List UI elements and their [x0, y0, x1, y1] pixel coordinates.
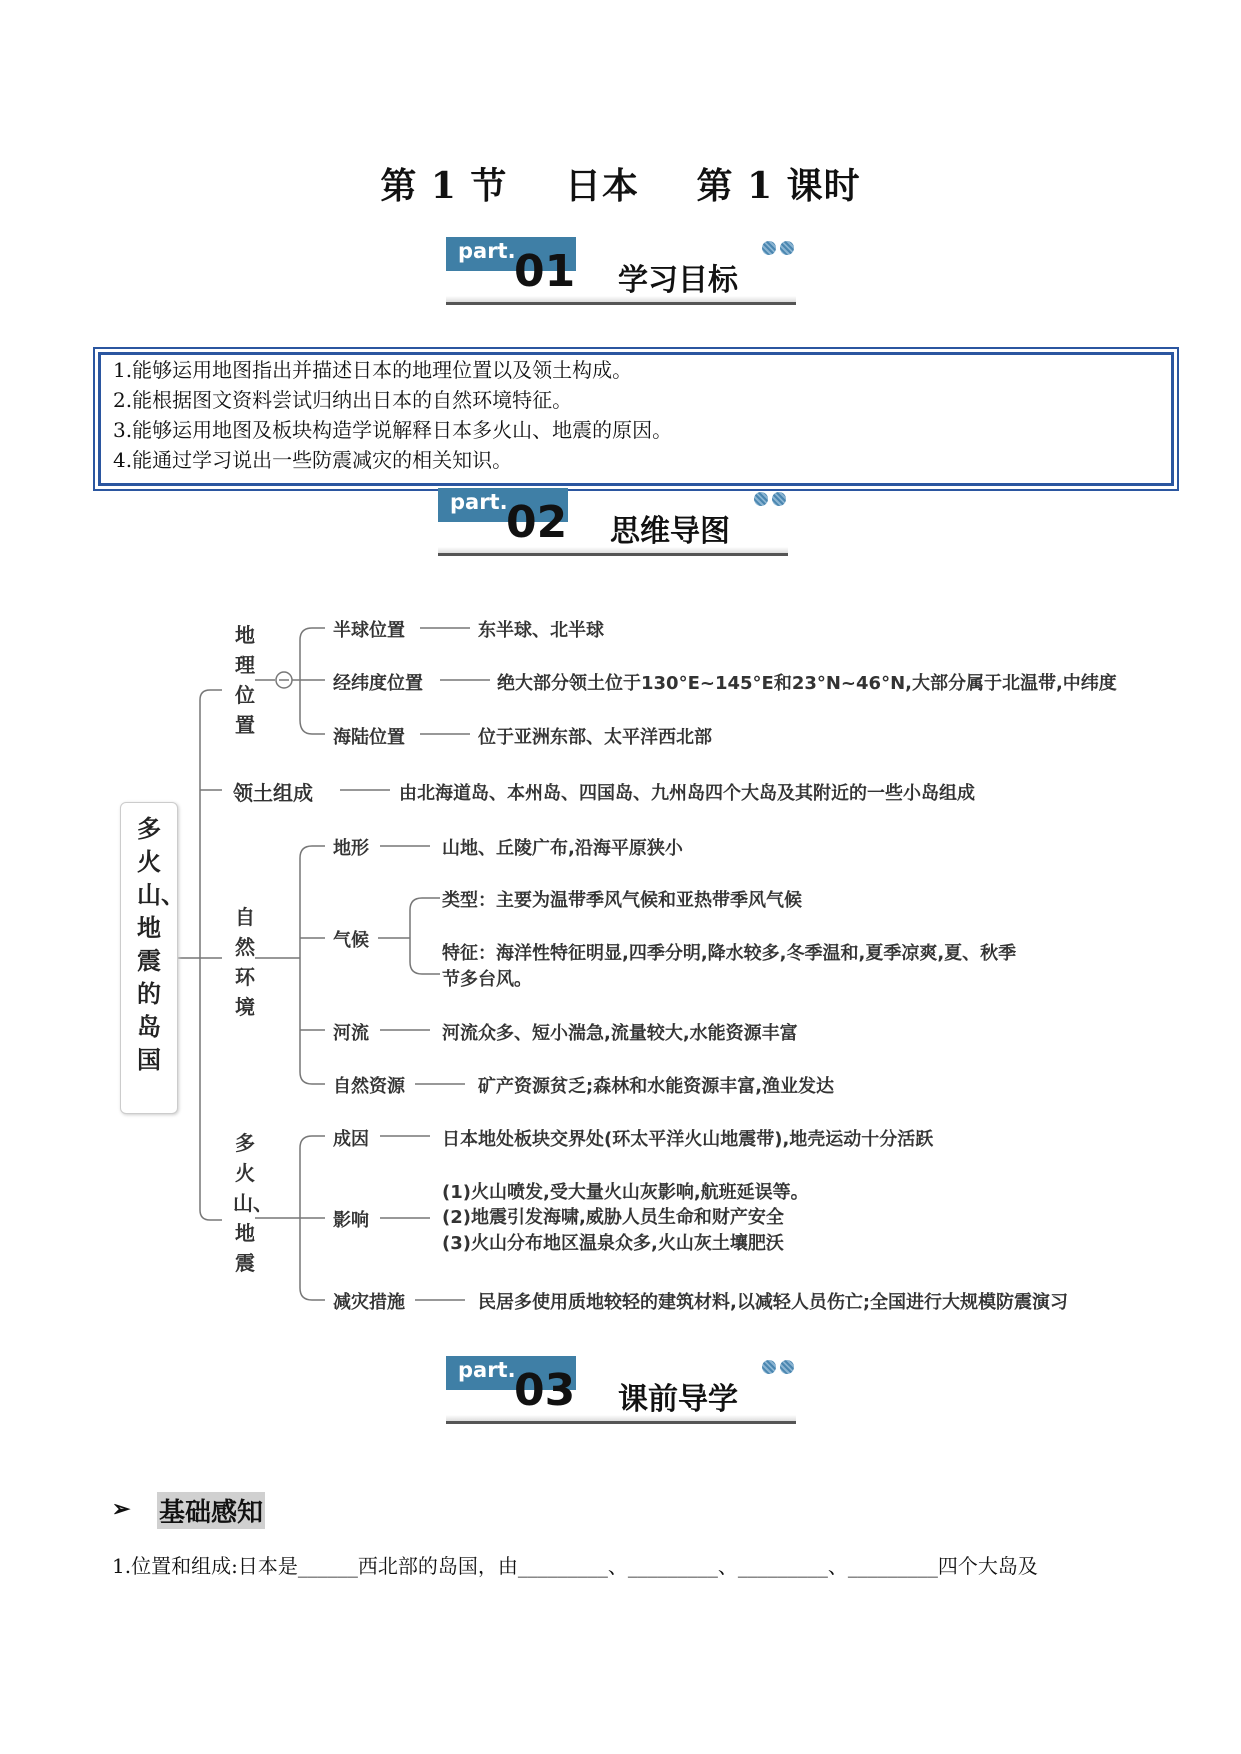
objective-item: 4.能通过学习说出一些防震减灾的相关知识。	[113, 448, 513, 472]
question-1: 1.位置和组成:日本是______西北部的岛国，由_________、_________、_________、_________四个大岛及	[112, 1554, 1038, 1578]
node-river-value: 河流众多、短小湍急,流量较大,水能资源丰富	[442, 1023, 798, 1044]
node-terrain-key: 地形	[333, 838, 369, 859]
title-lesson: 第 1 课时	[696, 165, 861, 207]
branch-geo-label: 地理位置	[235, 623, 255, 737]
banner-title: 学习目标	[618, 263, 738, 298]
branch-volcano-label: 多火山、地震	[233, 1131, 273, 1275]
node-hemisphere-key: 半球位置	[333, 620, 405, 641]
node-impact-value-3: (3)火山分布地区温泉众多,火山灰土壤肥沃	[442, 1233, 784, 1254]
node-latlon-key: 经纬度位置	[333, 673, 423, 694]
node-sealand-value: 位于亚洲东部、太平洋西北部	[478, 727, 712, 748]
banner-number: 03	[514, 1365, 576, 1416]
title-section: 第 1 节	[380, 165, 508, 207]
node-river-key: 河流	[333, 1023, 369, 1044]
banner-number: 02	[506, 497, 568, 548]
objective-item: 3.能够运用地图及板块构造学说解释日本多火山、地震的原因。	[113, 418, 673, 442]
node-climate-key: 气候	[333, 930, 369, 951]
branch-territory-label: 领土组成	[233, 781, 313, 805]
node-impact-value-2: (2)地震引发海啸,威胁人员生命和财产安全	[442, 1207, 784, 1228]
node-latlon-value: 绝大部分领土位于130°E~145°E和23°N~46°N,大部分属于北温带,中纬度	[497, 673, 1117, 694]
banner-part-label: part.	[450, 490, 508, 514]
node-impact-key: 影响	[333, 1210, 369, 1231]
node-climate-feature: 特征：海洋性特征明显,四季分明,降水较多,冬季温和,夏季凉爽,夏、秋季	[442, 943, 1017, 964]
root-label: 多火山、地震的岛国	[137, 815, 185, 1074]
banner-part-label: part.	[458, 1358, 516, 1382]
part-banner-03	[446, 1356, 796, 1424]
banner-number: 01	[514, 246, 576, 297]
title-country: 日本	[564, 165, 639, 207]
banner-title: 思维导图	[610, 514, 730, 549]
node-measure-key: 减灾措施	[333, 1292, 405, 1313]
node-sealand-key: 海陆位置	[333, 727, 405, 748]
decorative-dots-icon	[762, 1358, 796, 1376]
arrow-bullet-icon: ➢	[112, 1496, 131, 1522]
banner-part-label: part.	[458, 239, 516, 263]
node-territory-value: 由北海道岛、本州岛、四国岛、九州岛四个大岛及其附近的一些小岛组成	[399, 783, 975, 804]
branch-nature-label: 自然环境	[235, 905, 255, 1019]
node-resource-value: 矿产资源贫乏;森林和水能资源丰富,渔业发达	[478, 1076, 835, 1097]
node-cause-key: 成因	[333, 1129, 369, 1150]
node-climate-feature-cont: 节多台风。	[442, 969, 532, 990]
node-climate-type: 类型：主要为温带季风气候和亚热带季风气候	[442, 890, 802, 911]
node-terrain-value: 山地、丘陵广布,沿海平原狭小	[442, 838, 683, 859]
banner-title: 课前导学	[618, 1382, 738, 1417]
objective-item: 1.能够运用地图指出并描述日本的地理位置以及领土构成。	[113, 358, 633, 382]
section-title: 基础感知	[157, 1492, 265, 1529]
node-hemisphere-value: 东半球、北半球	[478, 620, 604, 641]
objective-item: 2.能根据图文资料尝试归纳出日本的自然环境特征。	[113, 388, 573, 412]
node-resource-key: 自然资源	[333, 1076, 405, 1097]
node-impact-value-1: (1)火山喷发,受大量火山灰影响,航班延误等。	[442, 1182, 809, 1203]
mindmap-root-node	[120, 802, 185, 1114]
node-cause-value: 日本地处板块交界处(环太平洋火山地震带),地壳运动十分活跃	[442, 1129, 934, 1150]
node-measure-value: 民居多使用质地较轻的建筑材料,以减轻人员伤亡;全国进行大规模防震演习	[478, 1292, 1069, 1313]
